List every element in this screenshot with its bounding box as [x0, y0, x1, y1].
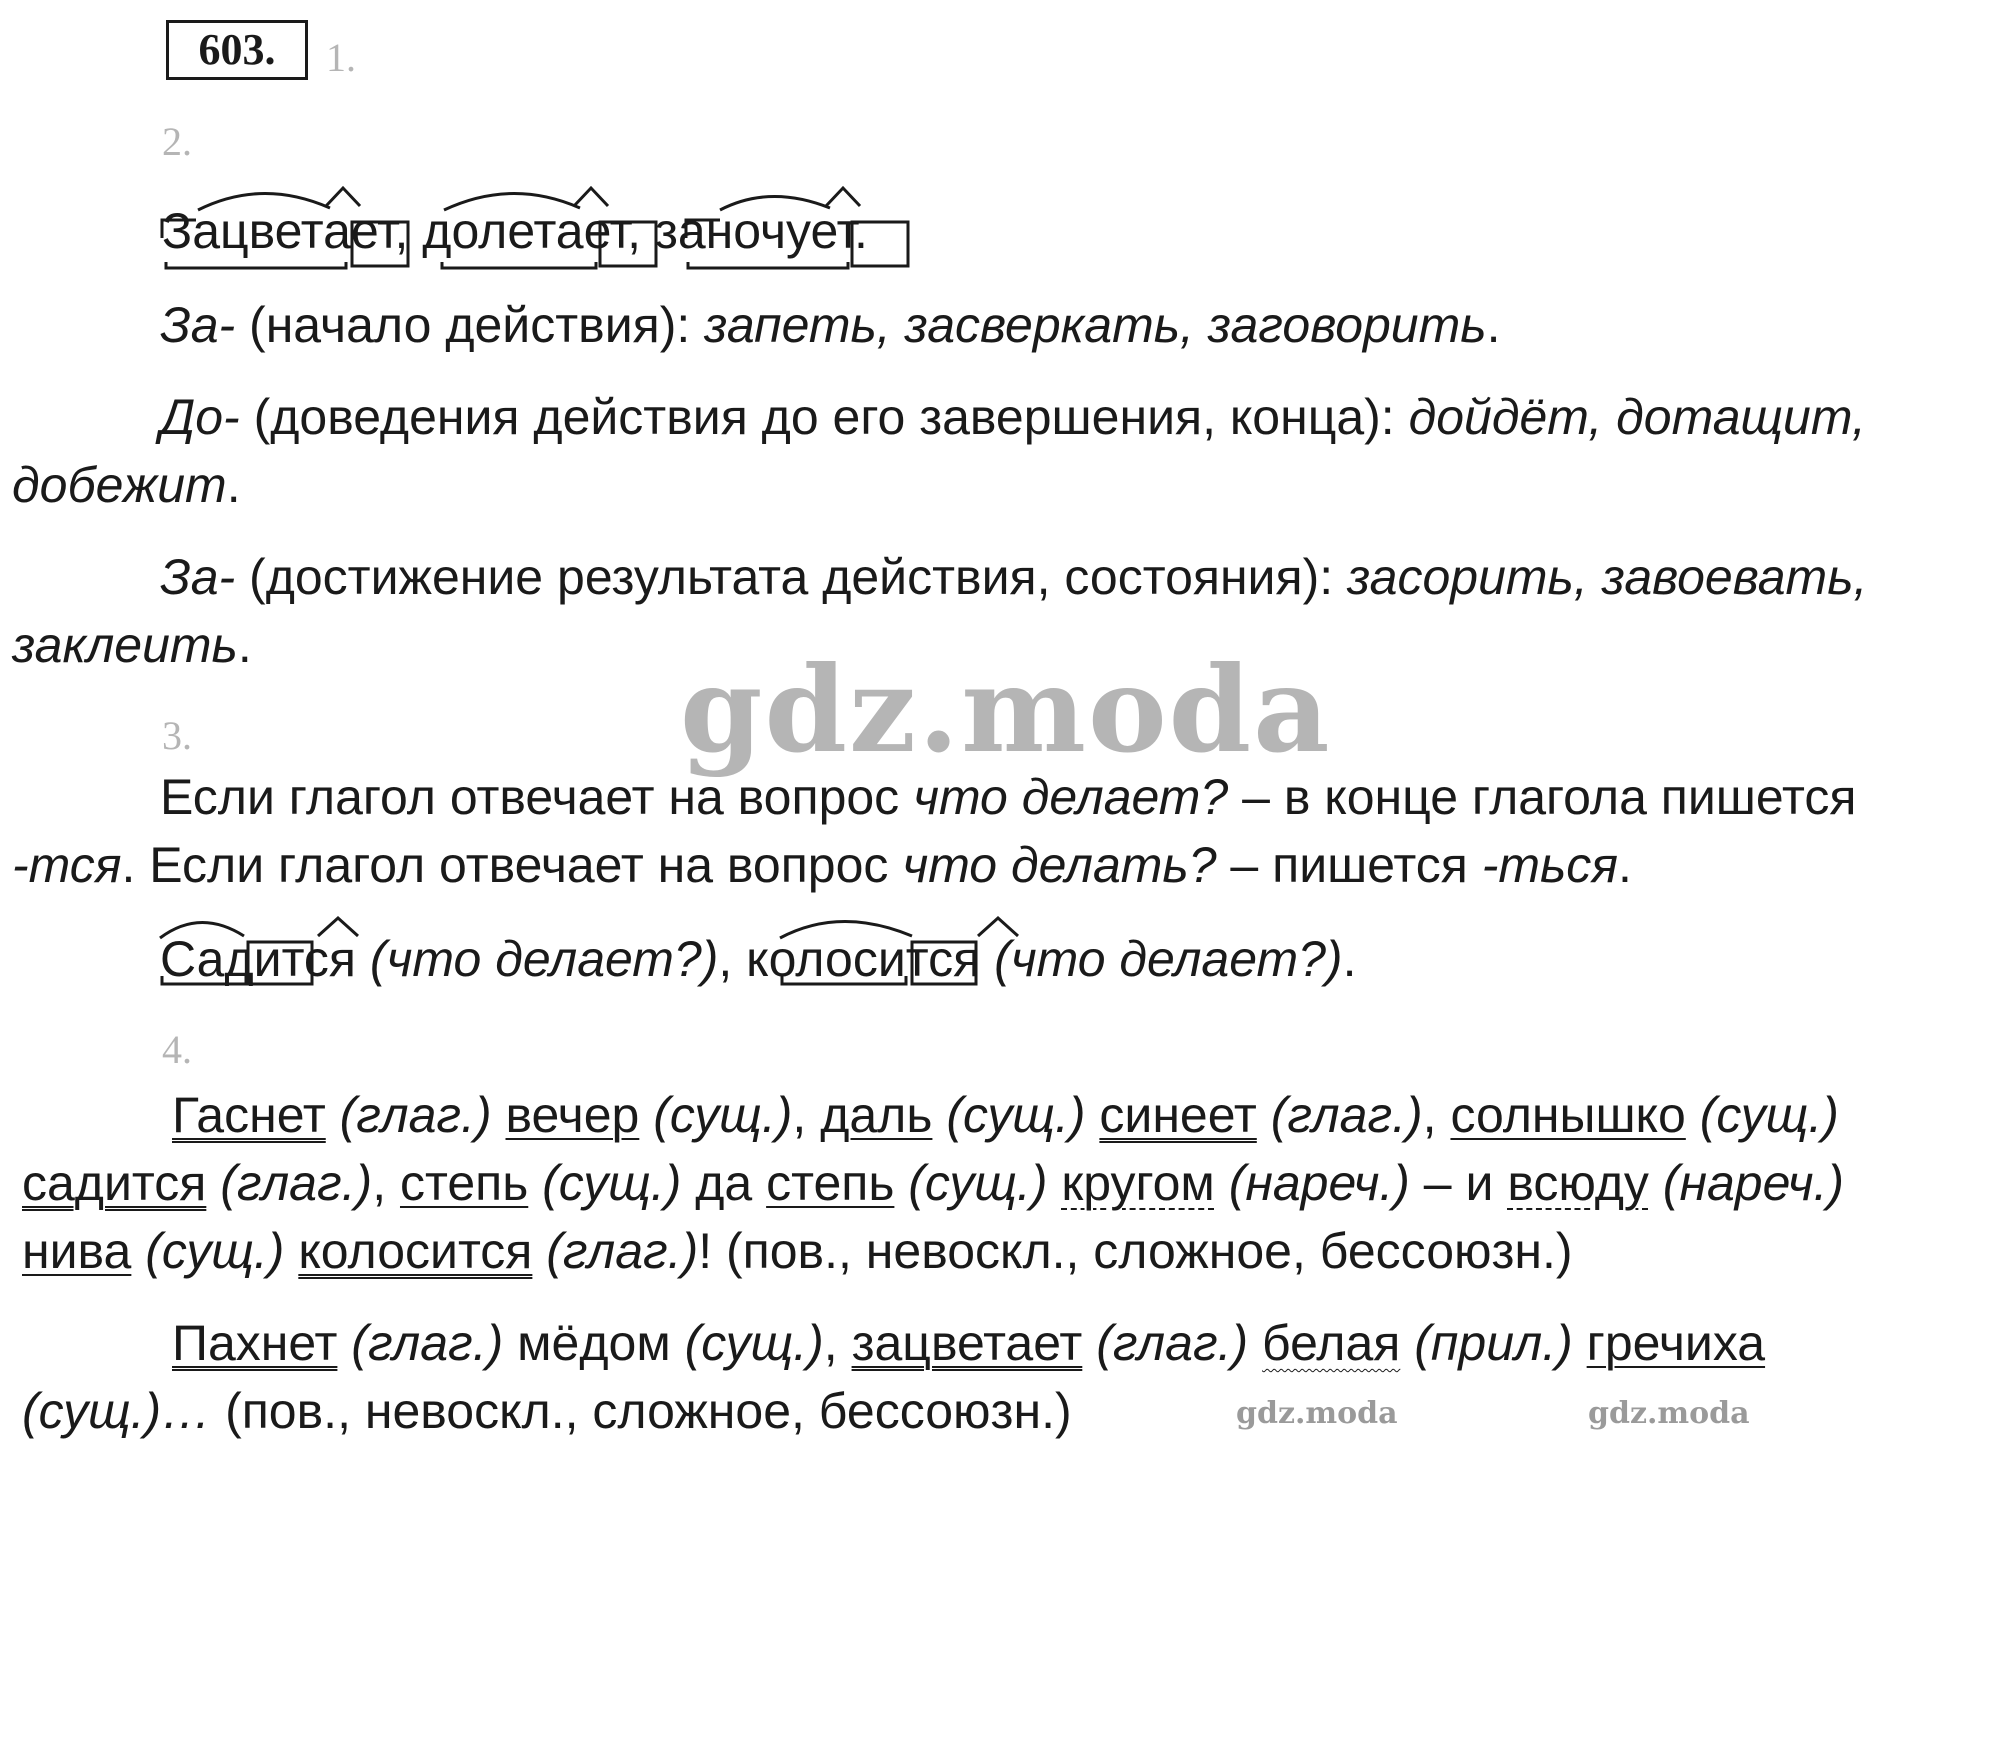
part-of-speech-label: (прил.) — [1400, 1315, 1587, 1371]
prefix-za-result-line2: заклеить. — [12, 617, 252, 673]
item-3-number: 3. — [162, 713, 192, 758]
part-of-speech-label: (глаг.) — [325, 1087, 506, 1143]
parsed-word: белая — [1262, 1315, 1401, 1371]
part-of-speech-label: (сущ.) — [528, 1155, 682, 1211]
part-of-speech-label: (сущ.) — [639, 1087, 793, 1143]
parsed-word: степь — [399, 1155, 529, 1211]
parsed-word: нива — [22, 1223, 132, 1279]
plain-text: мёдом — [503, 1315, 671, 1371]
part-of-speech-label: (глаг.) — [1256, 1087, 1423, 1143]
part-of-speech-label: (нареч.) — [1214, 1155, 1410, 1211]
parsed-word: солнышко — [1450, 1087, 1686, 1143]
part-of-speech-label: (глаг.) — [532, 1223, 699, 1279]
part-of-speech-label: (сущ.) — [1685, 1087, 1839, 1143]
parse-s2-l1 — [172, 1310, 1765, 1376]
watermark-large: gdz.moda — [680, 640, 1332, 779]
word-kolositsya: колосится — [746, 931, 981, 987]
plain-text: , — [823, 1315, 852, 1371]
part-of-speech-label: (сущ.) — [894, 1155, 1062, 1211]
plain-text: , — [372, 1155, 400, 1211]
plain-text: , — [1422, 1087, 1451, 1143]
plain-text: ! (пов., невоскл., сложное, бессоюзн.) — [698, 1223, 1573, 1279]
rule-line2: -тся. Если глагол отвечает на вопрос что делать? – пишется -ться. — [12, 837, 1632, 893]
word-doletaet: долетает — [422, 203, 628, 259]
part-of-speech-label: (сущ.)… — [22, 1383, 212, 1439]
parse-s1-l2 — [22, 1150, 1844, 1216]
parsed-word: гречиха — [1586, 1315, 1766, 1371]
rule-examples: Садится (что делает?), колосится (что делает?). — [160, 931, 1357, 987]
parsed-word: даль — [820, 1087, 933, 1143]
part-of-speech-label: (глаг.) — [206, 1155, 373, 1211]
parsed-word: кругом — [1061, 1155, 1215, 1211]
morph-words-line: Зацветает, долетает, заночует. — [162, 203, 868, 259]
prefix-za-start: За- (начало действия): запеть, засверкать, заговорить. — [160, 297, 1501, 353]
word-zanochuet: заночует — [654, 203, 854, 259]
prefix-za-result-line1: За- (достижение результата действия, состояния): засорить, завоевать, — [160, 549, 1868, 605]
watermark-small-1: gdz.moda — [1236, 1396, 1398, 1431]
parse-s1-l3 — [22, 1218, 1573, 1284]
parsed-word: Гаснет — [172, 1087, 326, 1143]
plain-text: да — [681, 1155, 767, 1211]
word-saditsya: Садится — [160, 931, 356, 987]
plain-text: (пов., невоскл., сложное, бессоюзн.) — [211, 1383, 1072, 1439]
exercise-number: 603. — [166, 20, 308, 80]
parsed-word: вечер — [505, 1087, 640, 1143]
watermark-small-2: gdz.moda — [1588, 1396, 1750, 1431]
part-of-speech-label: (сущ.) — [131, 1223, 299, 1279]
part-of-speech-label: (сущ.) — [932, 1087, 1100, 1143]
parsed-word: колосится — [298, 1223, 533, 1279]
item-2-number: 2. — [162, 119, 192, 164]
part-of-speech-label: (глаг.) — [1082, 1315, 1263, 1371]
parsed-word: степь — [766, 1155, 895, 1211]
parsed-word: синеет — [1099, 1087, 1257, 1143]
parsed-word: зацветает — [851, 1315, 1083, 1371]
item-1-number: 1. — [326, 35, 356, 80]
plain-text: , — [792, 1087, 821, 1143]
parse-s2-l2 — [22, 1378, 1072, 1444]
prefix-do-line1: До- (доведения действия до его завершения, конца): дойдёт, дотащит, — [160, 389, 1866, 445]
plain-text: – и — [1409, 1155, 1508, 1211]
word-zatsvetaet: Зацветает — [162, 203, 395, 259]
parsed-word: садится — [22, 1155, 207, 1211]
rule-line1: Если глагол отвечает на вопрос что делает? – в конце глагола пишется — [160, 769, 1857, 825]
parsed-word: всюду — [1507, 1155, 1649, 1211]
part-of-speech-label: (сущ.) — [670, 1315, 824, 1371]
item-4-number: 4. — [162, 1027, 192, 1072]
prefix-do-line2: добежит. — [12, 457, 241, 513]
parse-s1-l1 — [172, 1082, 1839, 1148]
part-of-speech-label: (нареч.) — [1648, 1155, 1844, 1211]
parsed-word: Пахнет — [172, 1315, 338, 1371]
part-of-speech-label: (глаг.) — [337, 1315, 504, 1371]
